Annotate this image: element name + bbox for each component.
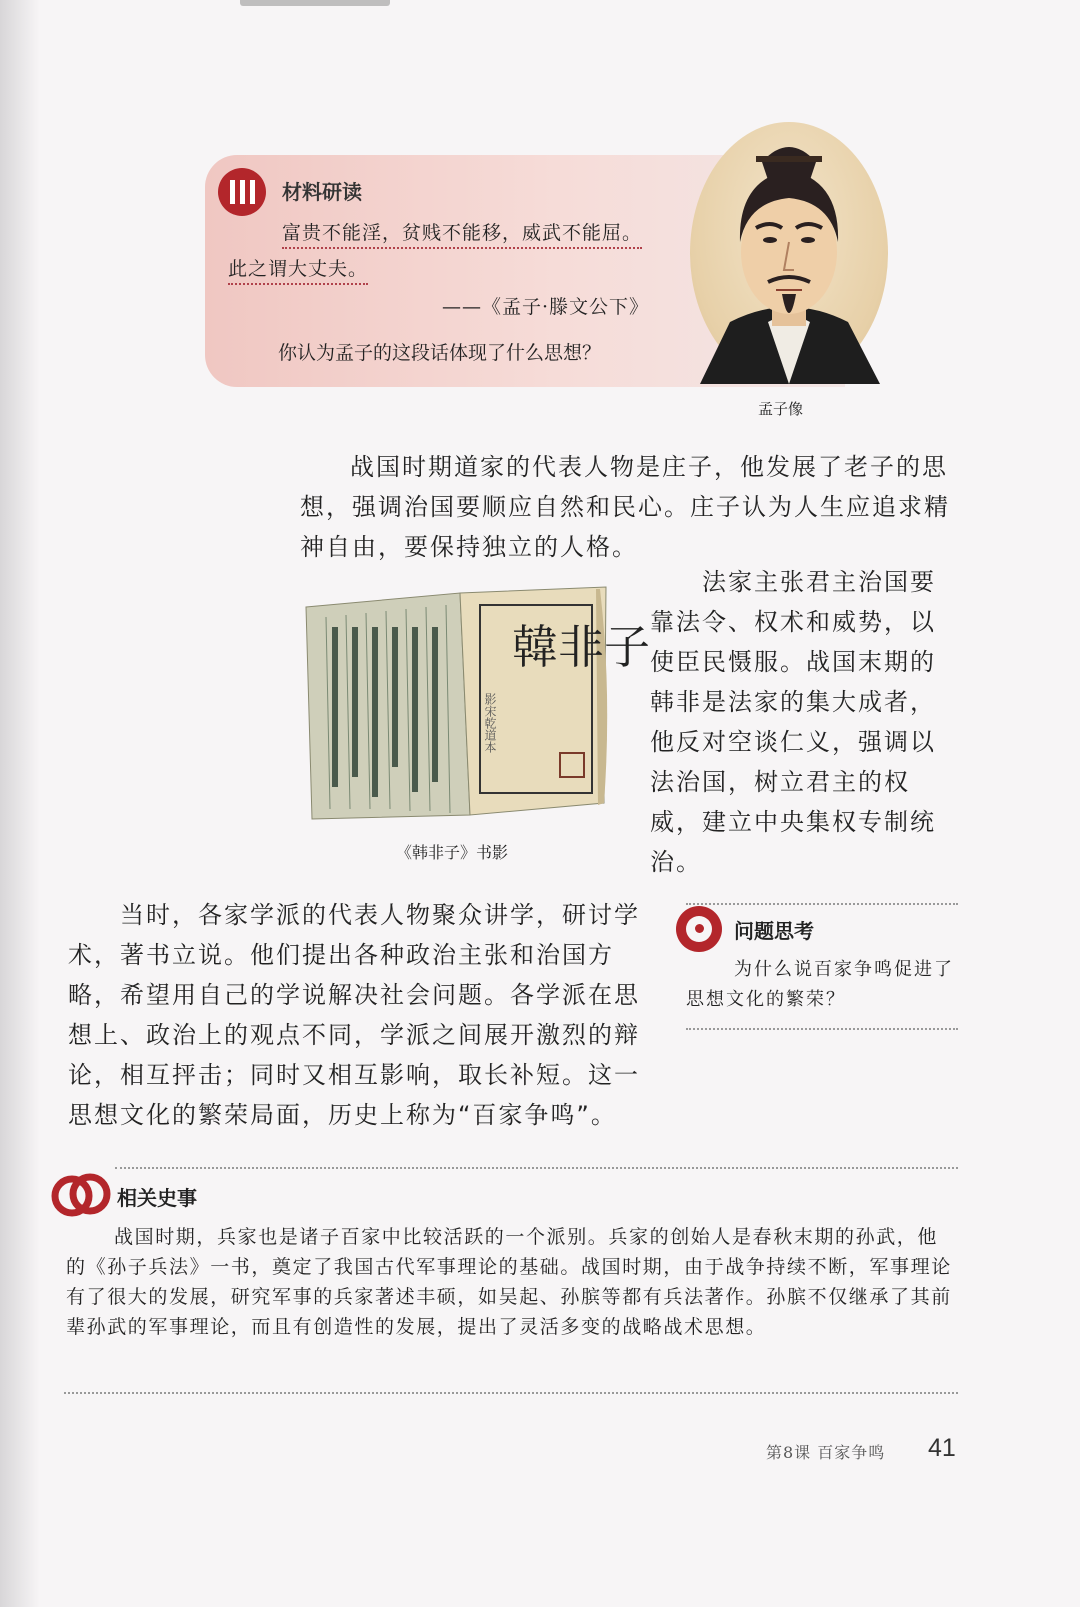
book-cover-char-1: 韓非子 [512,620,650,674]
book-caption: 《韩非子》书影 [396,843,509,862]
material-question: 你认为孟子的这段话体现了什么思想？ [278,342,602,364]
lesson-label: 第8课 百家争鸣 [766,1443,886,1462]
question-icon [676,906,722,952]
material-reading-title: 材料研读 [282,180,362,204]
related-divider-bottom [64,1392,958,1394]
mengzi-quote-line2: 此之谓大丈夫。 [228,254,368,285]
thinking-question: 为什么说百家争鸣促进了思想文化的繁荣？ [686,959,954,1010]
top-edge-mark [240,0,390,6]
related-history-text: 战国时期，兵家也是诸子百家中比较活跃的一个派别。兵家的创始人是春秋末期的孙武，他的《孙子兵法》一书，奠定了我国古代军事理论的基础。战国时期，由于战争持续不断，军事理论有了很大的发展，研究军事的兵家著述丰硕，如吴起、孙膑等都有兵法著作。孙膑不仅继承了其前辈孙武的军事理论，而且有创造性的发展，提出了灵活多变的战略战术思想。 [66,1226,952,1338]
page-number: 41 [928,1434,956,1462]
book-side-text: 影宋乾道本 [483,693,497,753]
portrait-caption: 孟子像 [758,400,804,418]
thinking-title: 问题思考 [734,919,814,943]
related-history-title: 相关史事 [117,1186,197,1210]
hanfeizi-book-image [300,583,650,823]
fajia-paragraph: 法家主张君主治国要靠法令、权术和威势，以使臣民慑服。战国末期的韩非是法家的集大成者，他反对空谈仁义，强调以法治国，树立君主的权威，建立中央集权专制统治。 [650,568,936,876]
mengzi-quote-line1: 富贵不能淫，贫贱不能移，威武不能屈。 [282,218,642,249]
mengzi-portrait [690,122,888,384]
related-history-icon [52,1168,110,1222]
thinking-divider-top [686,903,958,905]
thinking-divider-bottom [686,1028,958,1030]
baijia-zhengming-paragraph: 当时，各家学派的代表人物聚众讲学，研讨学术，著书立说。他们提出各种政治主张和治国方略，希望用自己的学说解决社会问题。各学派在思想上、政治上的观点不同，学派之间展开激烈的辩论，相互抨击；同时又相互影响，取长补短。这一思想文化的繁荣局面，历史上称为“百家争鸣”。 [68,901,640,1129]
material-reading-icon [218,168,266,216]
related-divider-top [115,1167,958,1169]
page-binding-shadow [0,0,40,1607]
daojia-paragraph: 战国时期道家的代表人物是庄子，他发展了老子的思想，强调治国要顺应自然和民心。庄子认为人生应追求精神自由，要保持独立的人格。 [300,453,950,561]
quote-source: ——《孟子·滕文公下》 [442,296,650,318]
